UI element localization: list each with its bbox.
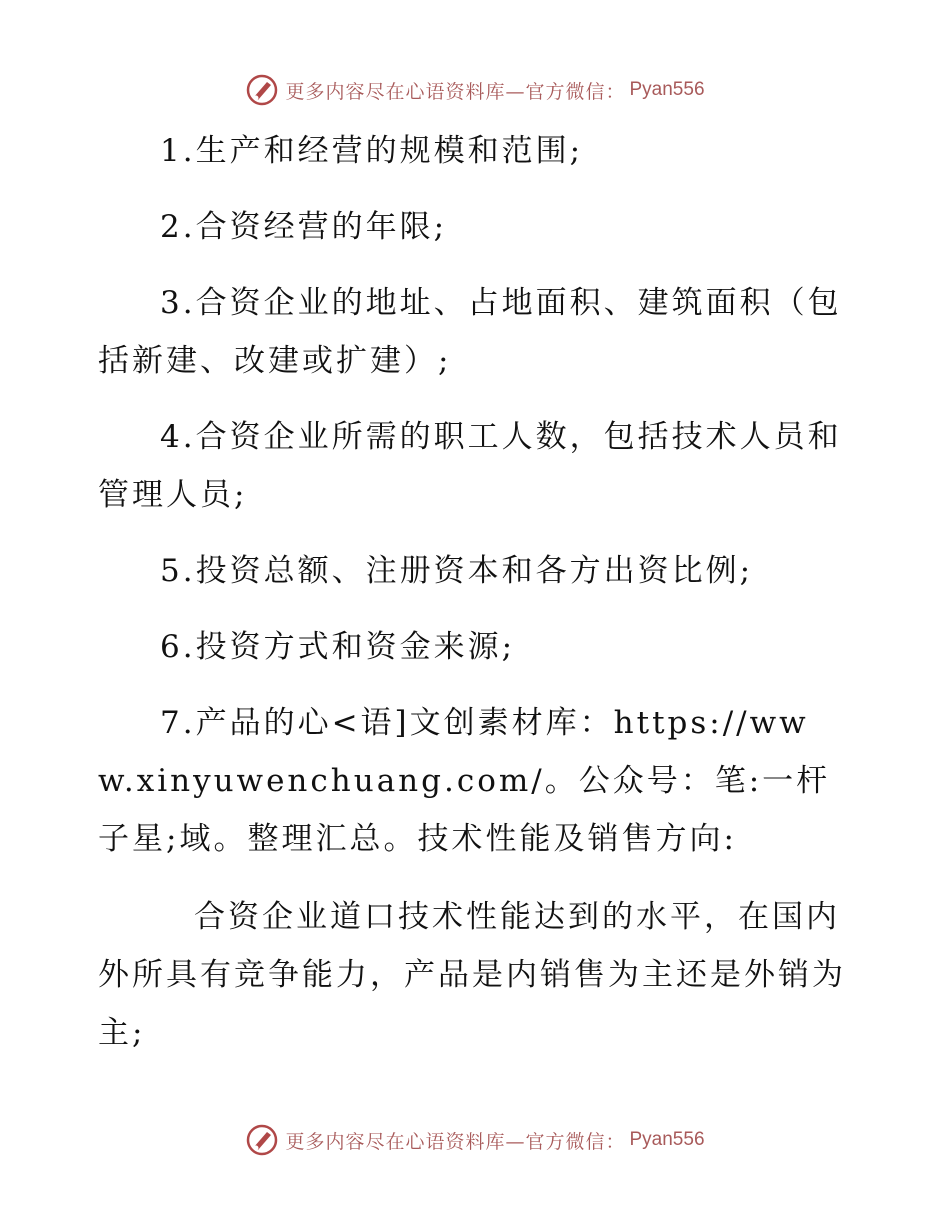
list-item: 3.合资企业的地址、占地面积、建筑面积（包括新建、改建或扩建）; — [98, 285, 842, 379]
header-watermark — [0, 72, 950, 108]
watermark-id: Pyan556 — [629, 79, 705, 100]
footer-watermark — [0, 1122, 950, 1158]
document-body — [98, 122, 846, 1080]
list-item: 7.产品的心<语]文创素材库：https://www.xinyuwenchuang.com/。公众号：笔:一杆子星;域。整理汇总。技术性能及销售方向: — [98, 705, 831, 857]
watermark-text: 更多内容尽在心语资料库—官方微信： — [285, 80, 626, 103]
list-item: 4.合资企业所需的职工人数，包括技术人员和管理人员; — [98, 419, 842, 513]
list-item: 6.投资方式和资金来源; — [160, 629, 516, 665]
pen-seal-logo-icon — [245, 1123, 279, 1157]
list-item: 1.生产和经营的规模和范围; — [160, 133, 584, 169]
watermark-text: 更多内容尽在心语资料库—官方微信： — [285, 1130, 626, 1153]
list-item: 5.投资总额、注册资本和各方出资比例; — [160, 553, 754, 589]
body-paragraph: 合资企业道口技术性能达到的水平，在国内外所具有竞争能力，产品是内销售为主还是外销为主; — [98, 899, 846, 1051]
watermark-id: Pyan556 — [629, 1129, 705, 1150]
list-item: 2.合资经营的年限; — [160, 209, 448, 245]
pen-seal-logo-icon — [245, 73, 279, 107]
